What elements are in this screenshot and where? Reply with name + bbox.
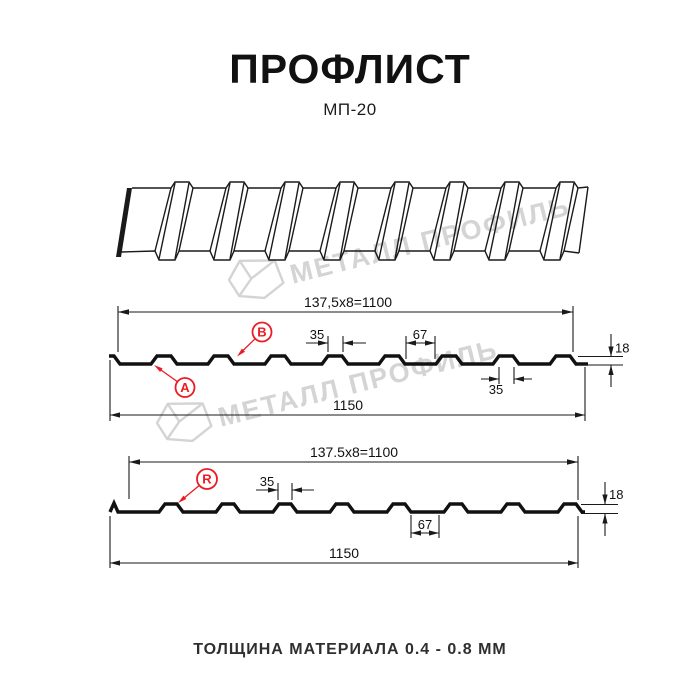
label-r-letter: R	[202, 471, 212, 487]
dim-crest-35-bottom-view-label: 35	[259, 474, 275, 489]
dim-crest-top-35-label: 35	[309, 327, 325, 342]
dim-crest-bottom-35-label: 35	[488, 382, 504, 397]
dim-overall-1150-top-label: 1150	[332, 397, 364, 413]
material-thickness-note: ТОЛЩИНА МАТЕРИАЛА 0.4 - 0.8 ММ	[193, 641, 507, 658]
sheet-far-edge	[132, 182, 588, 188]
label-a-letter: A	[180, 380, 190, 395]
dim-pitch-top	[118, 306, 573, 352]
dim-pitch-bottom-label: 137.5x8=1100	[309, 444, 399, 460]
dim-valley-67-top-label: 67	[412, 327, 428, 342]
label-r-marker	[178, 469, 217, 503]
label-b-letter: B	[257, 324, 267, 340]
technical-drawing-canvas: МЕТАЛЛ ПРОФИЛЬ 137,5x8=1100 35 67 18 35 1150 B A 137.5x8=1100 R 35 67 18 1150	[0, 0, 700, 700]
top-profile-outline	[109, 356, 588, 364]
bottom-profile-outline	[110, 503, 585, 512]
label-b-marker	[237, 323, 272, 357]
profile-model-subtitle: МП-20	[323, 100, 377, 119]
dim-overall-1150-bottom-view-label: 1150	[328, 545, 360, 561]
bottom-profile-cross-section	[110, 444, 623, 568]
dim-height-18-top-label: 18	[615, 340, 630, 356]
dim-valley-67-bottom-view-label: 67	[417, 517, 433, 532]
dim-pitch-top-label: 137,5x8=1100	[303, 294, 393, 310]
watermark-lower	[153, 323, 504, 448]
top-profile-cross-section	[109, 294, 629, 421]
sheet-left-cut-edge	[116, 188, 132, 257]
page-title: ПРОФЛИСТ	[229, 46, 471, 92]
dim-height-18-bottom-view-label: 18	[609, 487, 624, 502]
label-a-marker	[154, 365, 195, 397]
sheet-right-cut-edge	[579, 187, 588, 253]
